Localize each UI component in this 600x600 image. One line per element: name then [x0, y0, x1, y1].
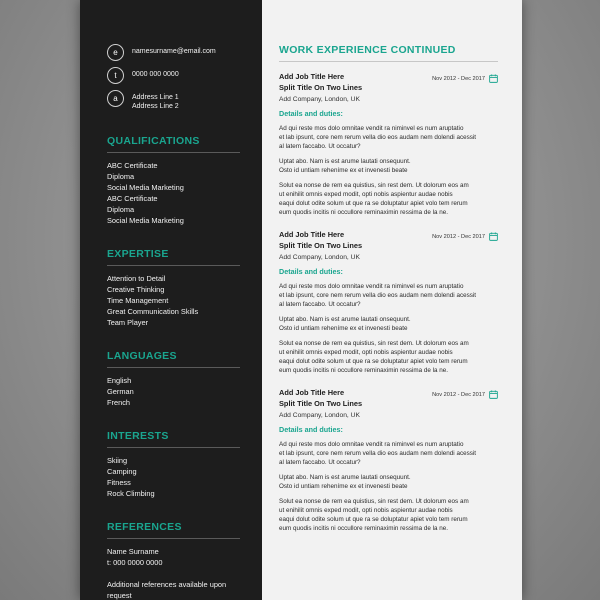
work-experience-heading: WORK EXPERIENCE CONTINUED	[279, 44, 498, 62]
job-title-line-2: Split Title On Two Lines	[279, 241, 363, 250]
references-list	[107, 546, 240, 600]
list-item: Creative Thinking	[107, 285, 165, 294]
phone-icon: t	[107, 67, 124, 84]
list-item: request	[107, 591, 132, 600]
main-content	[262, 0, 522, 600]
list-item: Name Surname	[107, 547, 159, 556]
job-dates: Nov 2012 - Dec 2017	[432, 391, 485, 398]
job-paragraph	[279, 181, 498, 217]
text-line: al latem faccabo. Ut occatur?	[279, 143, 361, 150]
resume-page	[80, 0, 522, 600]
address-line-2: Address Line 2	[132, 103, 179, 110]
job-entry	[279, 229, 498, 375]
text-line: Ad qui reste mos dolo omnitae vendit ra niminvel es num aruptatio	[279, 283, 464, 290]
list-item: Fitness	[107, 478, 131, 487]
text-line: ut enihilit omnis exped modit, opti nobis aspientur audae nobis	[279, 507, 453, 514]
details-heading: Details and duties:	[279, 109, 343, 118]
text-line: ut enihilit omnis exped modit, opti nobis aspientur audae nobis	[279, 349, 453, 356]
job-title-line-2: Split Title On Two Lines	[279, 83, 363, 92]
list-item: ABC Certificate	[107, 194, 158, 203]
list-item	[107, 568, 240, 579]
list-item: Camping	[107, 467, 137, 476]
job-entry	[279, 387, 498, 533]
list-item: Rock Climbing	[107, 489, 155, 498]
calendar-icon	[489, 390, 498, 399]
qualifications-list	[107, 160, 240, 226]
languages-list	[107, 375, 240, 408]
text-line: et lab ipsunt, core nem rerum vella dio eos audam nem dolendi acessit	[279, 292, 477, 299]
details-heading: Details and duties:	[279, 267, 343, 276]
phone-text: 0000 000 0000	[132, 71, 179, 78]
interests-heading: INTERESTS	[107, 430, 240, 448]
text-line: al latem faccabo. Ut occatur?	[279, 301, 361, 308]
qualifications-heading: QUALIFICATIONS	[107, 135, 240, 153]
email-text: namesurname@email.com	[132, 48, 216, 55]
list-item: Team Player	[107, 318, 149, 327]
list-item: ABC Certificate	[107, 161, 158, 170]
job-company: Add Company, London, UK	[279, 412, 360, 419]
job-title-line-1: Add Job Title Here	[279, 72, 345, 81]
text-line: et lab ipsunt, core nem rerum vella dio eos audam nem dolendi acessit	[279, 134, 477, 141]
calendar-icon	[489, 74, 498, 83]
job-title-line-1: Add Job Title Here	[279, 230, 345, 239]
address-line-1: Address Line 1	[132, 94, 179, 101]
text-line: et lab ipsunt, core nem rerum vella dio eos audam nem dolendi acessit	[279, 450, 477, 457]
text-line: Solut ea nonse de rem ea quistius, sin rest dem. Ut dolorum eos am	[279, 498, 469, 505]
email-icon: e	[107, 44, 124, 61]
text-line: Uptat abo. Nam is est arume lautati onsequunt.	[279, 474, 411, 481]
job-paragraph	[279, 497, 498, 533]
job-paragraph	[279, 282, 498, 309]
expertise-heading: EXPERTISE	[107, 248, 240, 266]
text-line: eaqui dolut odite solum ut que ra se doluptatur apiet volo tem rerum	[279, 516, 468, 523]
list-item: Diploma	[107, 205, 135, 214]
sidebar	[80, 0, 262, 600]
job-company: Add Company, London, UK	[279, 96, 360, 103]
text-line: ut enihilit omnis exped modit, opti nobis aspientur audae nobis	[279, 191, 453, 198]
text-line: Ad qui reste mos dolo omnitae vendit ra niminvel es num aruptatio	[279, 441, 464, 448]
text-line: Osto id untiam reheníme ex et invenesti beate	[279, 167, 408, 174]
list-item: Additional references available upon	[107, 580, 227, 589]
contact-address	[107, 90, 240, 111]
list-item: Attention to Detail	[107, 274, 166, 283]
text-line: Uptat abo. Nam is est arume lautati onsequunt.	[279, 316, 411, 323]
text-line: Osto id untiam reheníme ex et invenesti beate	[279, 483, 408, 490]
text-line: Ad qui reste mos dolo omnitae vendit ra niminvel es num aruptatio	[279, 125, 464, 132]
list-item: Diploma	[107, 172, 135, 181]
text-line: Solut ea nonse de rem ea quistius, sin rest dem. Ut dolorum eos am	[279, 182, 469, 189]
text-line: al latem faccabo. Ut occatur?	[279, 459, 361, 466]
text-line: Osto id untiam reheníme ex et invenesti beate	[279, 325, 408, 332]
job-dates: Nov 2012 - Dec 2017	[432, 233, 485, 240]
text-line: eaqui dolut odite solum ut que ra se doluptatur apiet volo tem rerum	[279, 200, 468, 207]
job-dates: Nov 2012 - Dec 2017	[432, 75, 485, 82]
calendar-icon	[489, 232, 498, 241]
job-paragraph	[279, 440, 498, 467]
job-entry	[279, 71, 498, 217]
languages-heading: LANGUAGES	[107, 350, 240, 368]
references-heading: REFERENCES	[107, 521, 240, 539]
job-paragraph	[279, 157, 498, 175]
job-title-line-2: Split Title On Two Lines	[279, 399, 363, 408]
list-item: Skiing	[107, 456, 128, 465]
list-item: Great Communication Skills	[107, 307, 199, 316]
text-line: eum quodis incitis ni occullore reminaximin ressima de la ne.	[279, 367, 449, 374]
job-company: Add Company, London, UK	[279, 254, 360, 261]
list-item: Social Media Marketing	[107, 216, 184, 225]
list-item: French	[107, 398, 131, 407]
text-line: eum quodis incitis ni occullore reminaximin ressima de la ne.	[279, 209, 449, 216]
list-item: Social Media Marketing	[107, 183, 184, 192]
job-paragraph	[279, 339, 498, 375]
interests-list	[107, 455, 240, 499]
list-item: German	[107, 387, 134, 396]
text-line: eum quodis incitis ni occullore reminaximin ressima de la ne.	[279, 525, 449, 532]
text-line: Uptat abo. Nam is est arume lautati onsequunt.	[279, 158, 411, 165]
list-item: English	[107, 376, 132, 385]
contact-phone	[107, 67, 240, 84]
details-heading: Details and duties:	[279, 425, 343, 434]
job-paragraph	[279, 124, 498, 151]
contact-email	[107, 44, 240, 61]
list-item: t: 000 0000 0000	[107, 558, 163, 567]
text-line: eaqui dolut odite solum ut que ra se doluptatur apiet volo tem rerum	[279, 358, 468, 365]
list-item: Time Management	[107, 296, 169, 305]
job-title-line-1: Add Job Title Here	[279, 388, 345, 397]
text-line: Solut ea nonse de rem ea quistius, sin rest dem. Ut dolorum eos am	[279, 340, 469, 347]
address-icon: a	[107, 90, 124, 107]
job-paragraph	[279, 315, 498, 333]
job-paragraph	[279, 473, 498, 491]
expertise-list	[107, 273, 240, 328]
